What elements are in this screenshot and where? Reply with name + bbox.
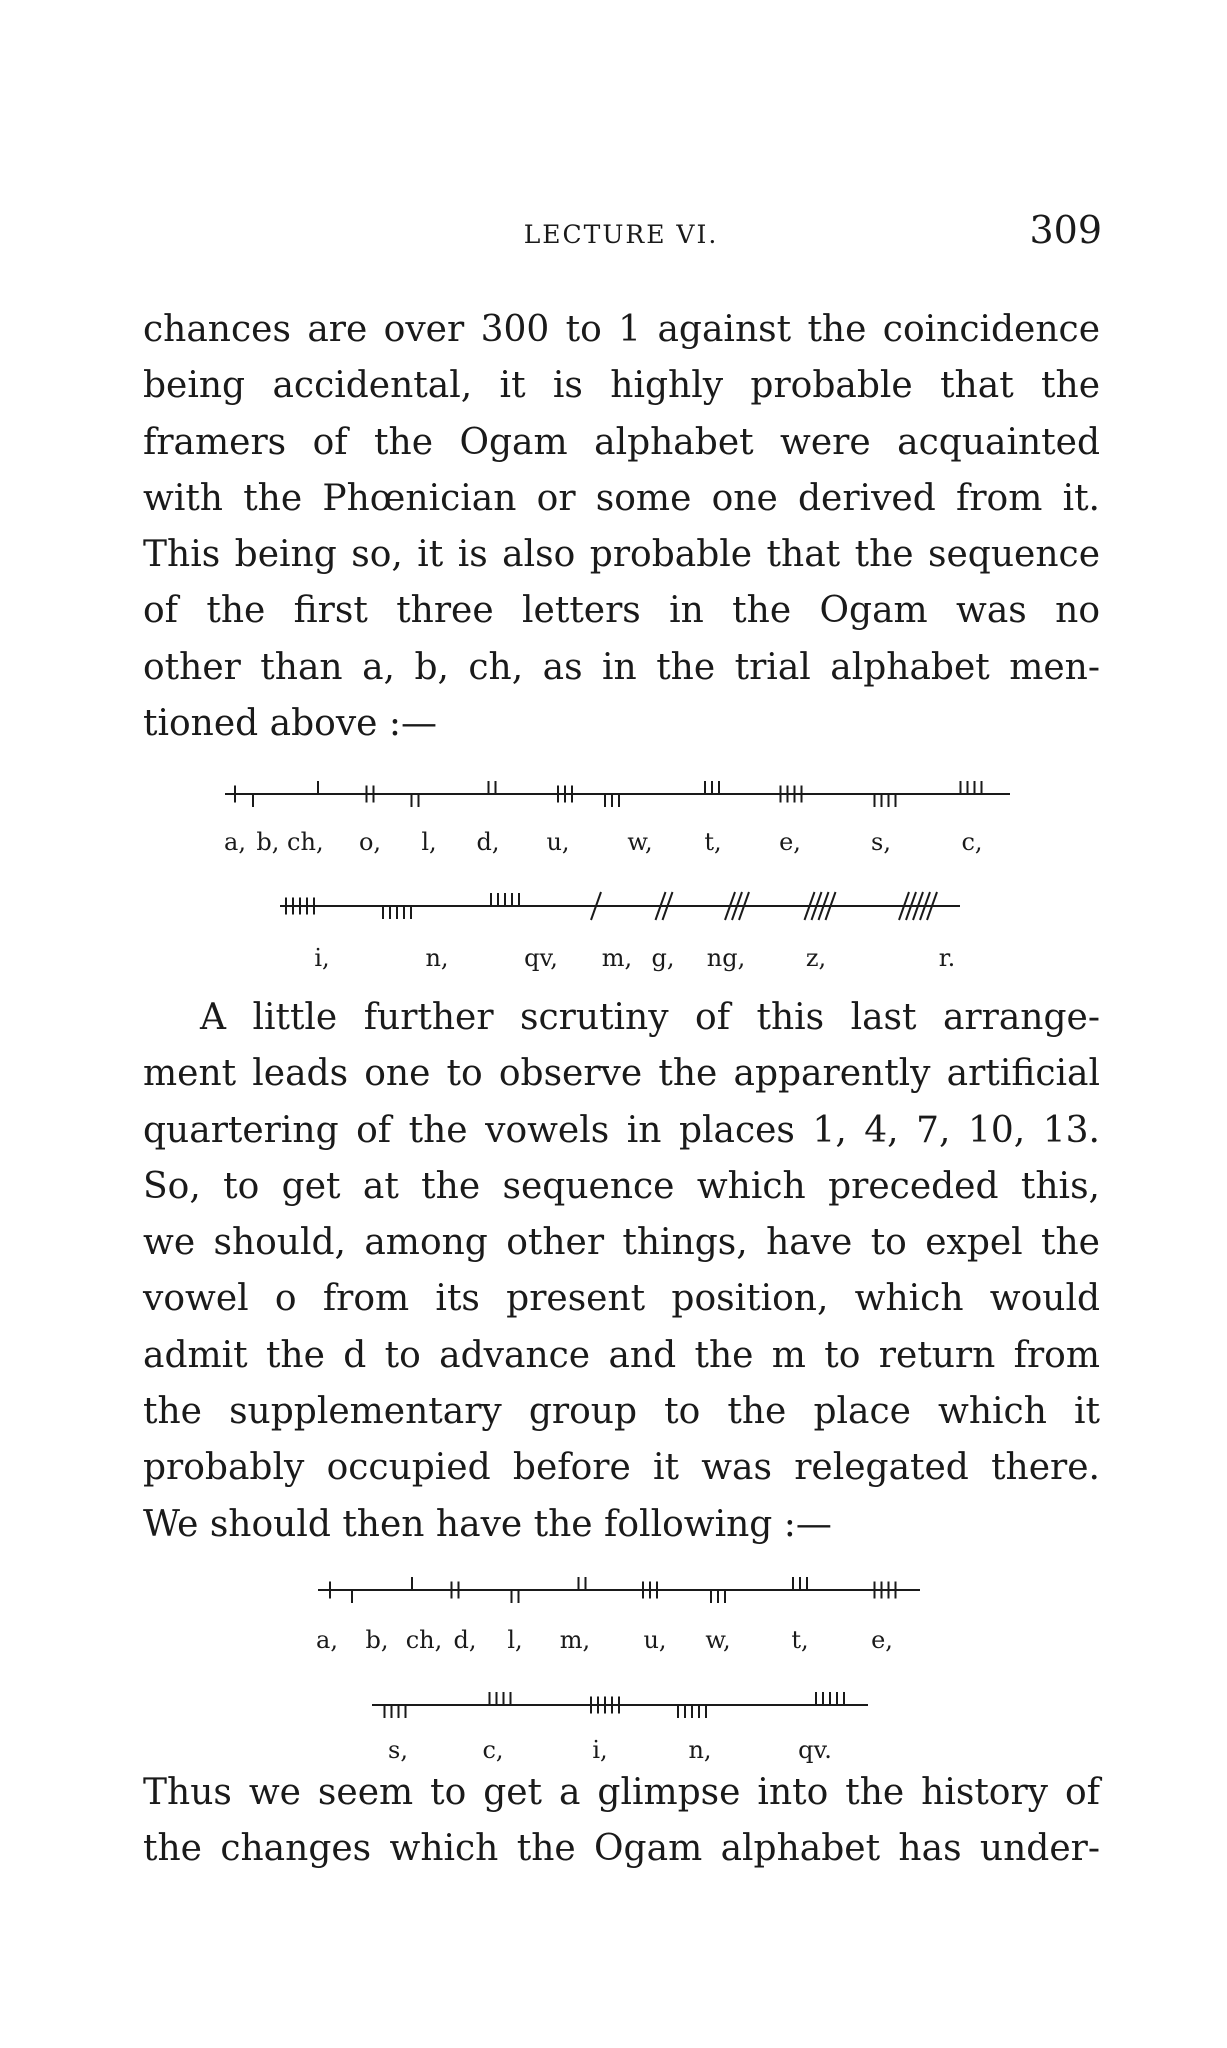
ogam-letter-label: b, bbox=[365, 1626, 389, 1654]
ogam-letter-label: ng, bbox=[706, 944, 746, 972]
text-line: probably occupied before it was relegated there. bbox=[143, 1447, 1100, 1489]
ogam-letter-label: ch, bbox=[405, 1626, 443, 1654]
ogam-letter-label: c, bbox=[482, 1736, 504, 1764]
ogam-letter-label: z, bbox=[805, 944, 827, 972]
ogam-strokes-diagram-two-row-1 bbox=[318, 1577, 920, 1603]
ogam-letter-label: qv. bbox=[798, 1736, 832, 1764]
ogam-letter-label: e, bbox=[871, 1626, 893, 1654]
ogam-letter-label: c, bbox=[961, 828, 983, 856]
text-line: tioned above :— bbox=[143, 703, 438, 745]
ogam-letter-label: w, bbox=[627, 828, 653, 856]
ogam-letter-label: u, bbox=[643, 1626, 667, 1654]
ogam-letter-label: u, bbox=[546, 828, 570, 856]
page-number: 309 bbox=[1029, 208, 1102, 252]
text-line: We should then have the following :— bbox=[143, 1503, 832, 1545]
text-line: This being so, it is also probable that the sequence bbox=[143, 534, 1100, 576]
ogam-letter-label: s, bbox=[871, 828, 891, 856]
ogam-strokes-diagram-two-row-2 bbox=[372, 1692, 868, 1718]
ogam-letter-label: e, bbox=[779, 828, 801, 856]
ogam-labels-diagram-two-row-2 bbox=[388, 1736, 832, 1764]
text-line: quartering of the vowels in places 1, 4, 7, 10, 13. bbox=[143, 1109, 1100, 1151]
ogam-letter-label: s, bbox=[388, 1736, 408, 1764]
ogam-letter-label: m, bbox=[559, 1626, 591, 1654]
paragraph-3 bbox=[143, 1765, 1100, 1878]
ogam-letter-label: b, ch, bbox=[256, 828, 324, 856]
text-line: framers of the Ogam alphabet were acquainted bbox=[143, 421, 1100, 463]
text-line: A little further scrutiny of this last arrange- bbox=[200, 997, 1100, 1038]
text-line: we should, among other things, have to expel the bbox=[143, 1222, 1100, 1264]
text-line: ment leads one to observe the apparently artificial bbox=[143, 1053, 1100, 1095]
ogam-labels-row-2 bbox=[314, 944, 955, 972]
ogam-labels-diagram-two-row-1 bbox=[316, 1626, 893, 1654]
ogam-strokes-row-1 bbox=[225, 781, 1010, 807]
ogam-letter-label: d, bbox=[453, 1626, 477, 1654]
text-line: admit the d to advance and the m to return from bbox=[143, 1334, 1100, 1376]
ogam-letter-label: m, bbox=[601, 944, 633, 972]
ogam-letter-label: l, bbox=[507, 1626, 523, 1654]
text-line: Thus we seem to get a glimpse into the history of bbox=[143, 1772, 1100, 1813]
ogam-letter-label: w, bbox=[705, 1626, 731, 1654]
ogam-letter-label: o, bbox=[358, 828, 382, 856]
ogam-letter-label: a, bbox=[316, 1626, 338, 1654]
ogam-letter-label: l, bbox=[421, 828, 437, 856]
ogam-labels-row-1 bbox=[224, 828, 983, 856]
text-line: of the first three letters in the Ogam was no bbox=[143, 590, 1100, 632]
text-line: chances are over 300 to 1 against the coincidence bbox=[143, 309, 1100, 350]
ogam-letter-label: t, bbox=[704, 828, 722, 856]
text-line: other than a, b, ch, as in the trial alphabet men- bbox=[143, 646, 1100, 688]
text-line: vowel o from its present position, which would bbox=[143, 1278, 1100, 1320]
ogam-strokes-row-2 bbox=[280, 892, 960, 920]
ogam-letter-label: a, bbox=[224, 828, 246, 856]
ogam-letter-label: n, bbox=[425, 944, 449, 972]
text-line: So, to get at the sequence which preceded this, bbox=[143, 1165, 1100, 1207]
text-line: the changes which the Ogam alphabet has under- bbox=[143, 1828, 1100, 1870]
ogam-letter-label: g, bbox=[651, 944, 675, 972]
ogam-letter-label: i, bbox=[314, 944, 330, 972]
ogam-letter-label: i, bbox=[592, 1736, 608, 1764]
ogam-letter-label: t, bbox=[791, 1626, 809, 1654]
paragraph-2 bbox=[143, 990, 1100, 1553]
text-line: the supplementary group to the place which it bbox=[143, 1391, 1100, 1433]
text-line: being accidental, it is highly probable that the bbox=[143, 365, 1100, 407]
ogam-letter-label: qv, bbox=[524, 944, 558, 972]
running-title: LECTURE VI. bbox=[523, 220, 719, 249]
ogam-letter-label: n, bbox=[688, 1736, 712, 1764]
text-line: with the Phœnician or some one derived from it. bbox=[143, 477, 1100, 519]
ogam-letter-label: d, bbox=[476, 828, 500, 856]
ogam-letter-label: r. bbox=[938, 944, 956, 972]
